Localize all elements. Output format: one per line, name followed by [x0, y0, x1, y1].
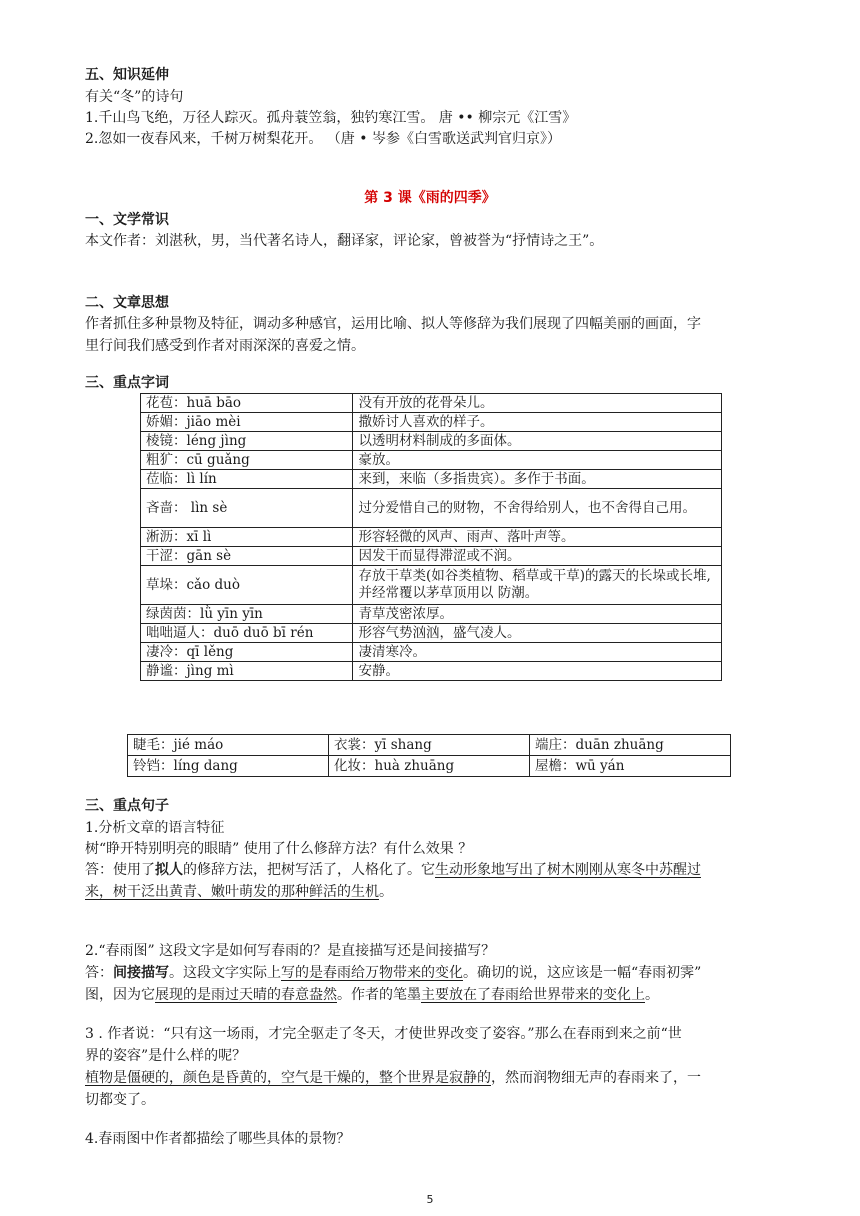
table-row: [141, 470, 722, 489]
vocab-word: 凄冷：qī lěng: [141, 643, 353, 662]
poem-line: 2.忽如一夜春风来，千树万树梨花开。 （唐 • 岑参《白雪歌送武判官归京》）: [85, 131, 561, 147]
table-row: [141, 662, 722, 681]
table-row: [141, 547, 722, 566]
question: 3 . 作者说：“只有这一场雨，才完全驱走了冬天，才使世界改变了姿容。”那么在春雨到来之前“世: [85, 1026, 682, 1042]
vocab-definition: 青草茂密浓厚。: [353, 605, 722, 624]
answer: 图，因为它展现的是雨过天晴的春意盎然。作者的笔墨主要放在了春雨给世界带来的变化上。: [85, 987, 659, 1003]
table-row: [141, 394, 722, 413]
vocab-word: 娇媚：jiāo mèi: [141, 413, 353, 432]
table-cell: 屋檐：wū yán: [530, 756, 731, 777]
answer: 来，树干泛出黄青、嫩叶萌发的那种鲜活的生机。: [85, 884, 393, 900]
vocab-word: 静谧：jìng mì: [141, 662, 353, 681]
vocab-word: 干涩：gān sè: [141, 547, 353, 566]
table-row: [141, 413, 722, 432]
table-cell: 化妆：huà zhuāng: [329, 756, 530, 777]
paragraph: 本文作者：刘湛秋，男，当代著名诗人，翻译家，评论家，曾被誉为“抒情诗之王”。: [85, 233, 604, 249]
lesson-title: 第 3 课《雨的四季》: [364, 190, 496, 206]
vocab-word: 吝啬： lìn sè: [141, 489, 353, 528]
answer: 答：使用了拟人的修辞方法，把树写活了，人格化了。它生动形象地写出了树木刚刚从寒冬中苏醒过: [85, 862, 701, 878]
table-cell: 铃铛：líng dang: [128, 756, 329, 777]
question: 4.春雨图中作者都描绘了哪些具体的景物？: [85, 1131, 351, 1147]
answer: 植物是僵硬的，颜色是昏黄的，空气是干燥的，整个世界是寂静的，然而润物细无声的春雨来了，一: [85, 1070, 701, 1086]
vocab-definition: 撒娇讨人喜欢的样子。: [353, 413, 722, 432]
vocab-definition: 凄清寒冷。: [353, 643, 722, 662]
table-row: [128, 735, 731, 756]
table-row: [141, 451, 722, 470]
question: 树“睁开特别明亮的眼睛” 使用了什么修辞方法？有什么效果 ？: [85, 841, 473, 857]
vocab-definition: 来到，来临（多指贵宾）。多作于书面。: [353, 470, 722, 489]
vocab-definition: 以透明材料制成的多面体。: [353, 432, 722, 451]
table-row: [141, 566, 722, 605]
vocab-definition: 过分爱惜自己的财物，不舍得给别人，也不舍得自己用。: [353, 489, 722, 528]
vocab-definition: 形容轻微的风声、雨声、落叶声等。: [353, 528, 722, 547]
table-row: [141, 605, 722, 624]
table-cell: 端庄：duān zhuāng: [530, 735, 731, 756]
vocab-word: 粗犷：cū guǎng: [141, 451, 353, 470]
section-intro: 有关“冬”的诗句: [85, 89, 184, 105]
vocab-definition: 存放干草类(如谷类植物、稻草或干草)的露天的长垛或长堆,并经常覆以茅草顶用以 防潮。: [353, 566, 722, 605]
section-heading: 五、知识延伸: [85, 67, 169, 83]
vocab-word: 草垛：cǎo duò: [141, 566, 353, 605]
table-row: [128, 756, 731, 777]
question: 2.“春雨图” 这段文字是如何写春雨的？是直接描写还是间接描写？: [85, 943, 496, 959]
vocab-word: 咄咄逼人：duō duō bī rén: [141, 624, 353, 643]
vocab-extra-table: [127, 734, 731, 777]
table-cell: 睫毛：jié máo: [128, 735, 329, 756]
section-heading: 三、重点字词: [85, 375, 169, 391]
paragraph: 里行间我们感受到作者对雨深深的喜爱之情。: [85, 338, 365, 354]
vocab-definition: 豪放。: [353, 451, 722, 470]
paragraph: 作者抓住多种景物及特征，调动多种感官，运用比喻、拟人等修辞为我们展现了四幅美丽的画面，字: [85, 316, 701, 332]
section-heading: 三、重点句子: [85, 798, 169, 814]
table-row: [141, 624, 722, 643]
question-title: 1.分析文章的语言特征: [85, 820, 225, 836]
vocab-word: 淅沥：xī lì: [141, 528, 353, 547]
vocab-word: 莅临：lì lín: [141, 470, 353, 489]
table-row: [141, 528, 722, 547]
question: 界的姿容”是什么样的呢？: [85, 1048, 247, 1064]
vocab-word: 棱镜：léng jìng: [141, 432, 353, 451]
vocab-definition: 没有开放的花骨朵儿。: [353, 394, 722, 413]
section-heading: 二、文章思想: [85, 295, 169, 311]
vocab-table: [140, 393, 722, 681]
answer: 切都变了。: [85, 1092, 155, 1108]
vocab-word: 绿茵茵：lǜ yīn yīn: [141, 605, 353, 624]
vocab-definition: 形容气势汹汹，盛气凌人。: [353, 624, 722, 643]
poem-line: 1.千山鸟飞绝，万径人踪灭。孤舟蓑笠翁，独钓寒江雪。 唐 •• 柳宗元《江雪》: [85, 110, 577, 126]
table-cell: 衣裳：yī shang: [329, 735, 530, 756]
answer: 答：间接描写。这段文字实际上写的是春雨给万物带来的变化。确切的说，这应该是一幅“春雨初霁”: [85, 965, 702, 981]
table-row: [141, 432, 722, 451]
table-row: [141, 489, 722, 528]
vocab-word: 花苞：huā bāo: [141, 394, 353, 413]
page-number: 5: [426, 1193, 434, 1206]
vocab-definition: 安静。: [353, 662, 722, 681]
section-heading: 一、文学常识: [85, 212, 169, 228]
vocab-definition: 因发干而显得滞涩或不润。: [353, 547, 722, 566]
table-row: [141, 643, 722, 662]
